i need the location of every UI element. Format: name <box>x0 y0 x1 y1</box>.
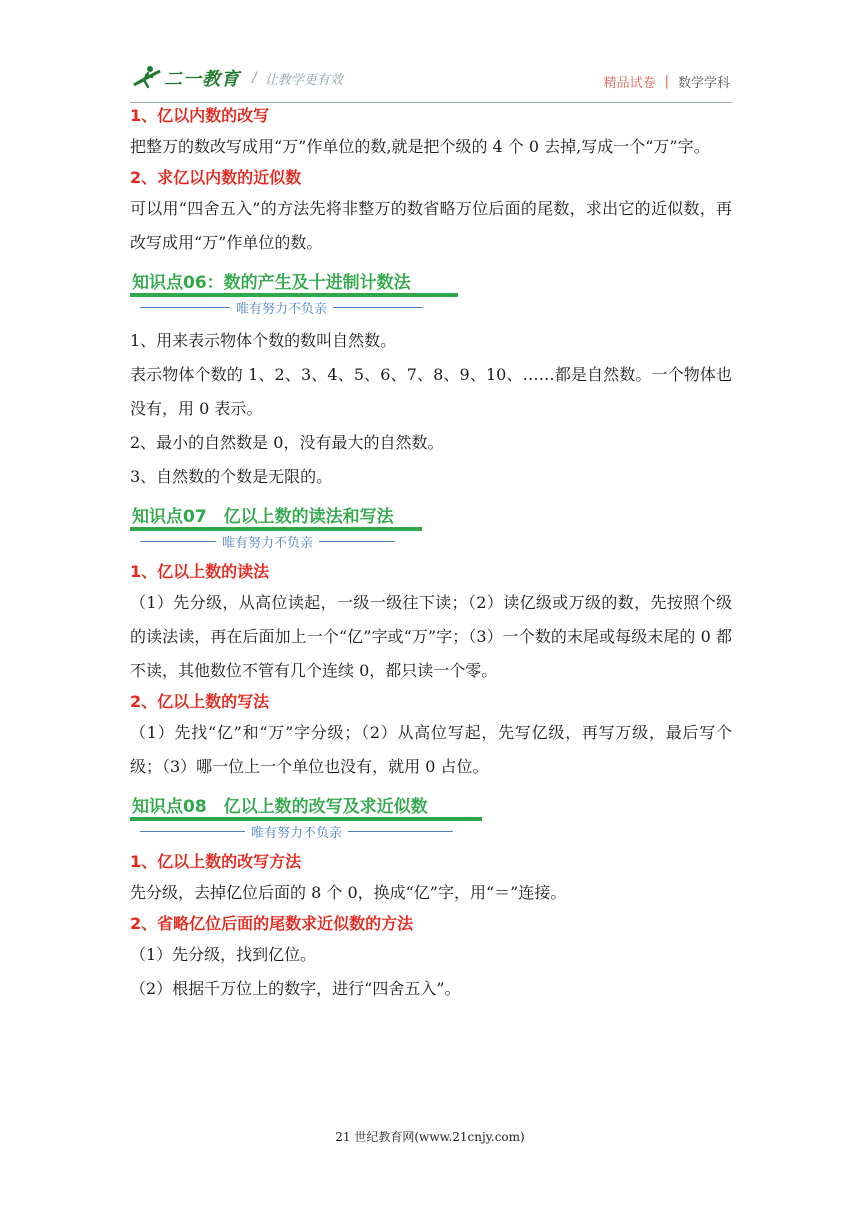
knowledge-banner-08 <box>130 786 732 842</box>
logo-separator: / <box>252 70 257 86</box>
section-heading: 1、亿以上数的改写方法 <box>130 852 302 871</box>
banner-motto <box>140 532 395 551</box>
section-heading: 1、亿以上数的读法 <box>130 562 270 581</box>
banner-underline <box>130 293 458 297</box>
logo <box>132 64 343 92</box>
banner-title: 知识点07 亿以上数的读法和写法 <box>132 507 394 527</box>
motto-text: 唯有努力不负亲 <box>222 536 314 551</box>
header-label-subject: 数学学科 <box>677 76 730 91</box>
paragraph: 2、最小的自然数是 0，没有最大的自然数。 <box>130 433 444 452</box>
section-heading: 2、省略亿位后面的尾数求近似数的方法 <box>130 914 414 933</box>
paragraph: （1）先分级，从高位读起，一级一级往下读；（2）读亿级或万级的数，先按照个级的读法读，再在后面加上一个“亿”字或“万”字；（3）一个数的末尾或每级末尾的 0 都不读，其他数位不管有几个连续 0，都只读一个零。 <box>130 593 732 680</box>
page-header <box>130 60 732 103</box>
motto-text: 唯有努力不负亲 <box>251 826 343 841</box>
section-heading: 1、亿以内数的改写 <box>130 106 270 125</box>
knowledge-banner-07 <box>130 496 732 552</box>
banner-title: 知识点06：数的产生及十进制计数法 <box>132 273 411 293</box>
document-body <box>130 102 732 1006</box>
section-heading: 2、求亿以内数的近似数 <box>130 168 302 187</box>
header-right <box>604 72 730 91</box>
section-heading: 2、亿以上数的写法 <box>130 692 270 711</box>
paragraph: 把整万的数改写成用“万”作单位的数,就是把个级的 4 个 0 去掉,写成一个“万”字。 <box>130 137 710 156</box>
banner-title: 知识点08 亿以上数的改写及求近似数 <box>132 797 428 817</box>
logo-slogan: 让教学更有效 <box>264 72 343 88</box>
paragraph: 3、自然数的个数是无限的。 <box>130 467 333 486</box>
paragraph: 1、用来表示物体个数的数叫自然数。 <box>130 331 397 350</box>
paragraph: 先分级，去掉亿位后面的 8 个 0，换成“亿”字，用“＝”连接。 <box>130 883 567 902</box>
paragraph: 表示物体个数的 1、2、3、4、5、6、7、8、9、10、……都是自然数。一个物体也没有，用 0 表示。 <box>130 365 732 418</box>
paragraph: 可以用“四舍五入”的方法先将非整万的数省略万位后面的尾数，求出它的近似数，再改写成用“万”作单位的数。 <box>130 199 732 252</box>
banner-motto <box>140 822 453 841</box>
runner-icon <box>132 65 162 91</box>
paragraph: （1）先分级，找到亿位。 <box>130 945 317 964</box>
logo-brand: 二一教育 <box>164 69 240 90</box>
paragraph: （2）根据千万位上的数字，进行“四舍五入”。 <box>130 979 461 998</box>
header-label-premium: 精品试卷 <box>603 76 656 91</box>
motto-text: 唯有努力不负亲 <box>236 302 328 317</box>
page-footer: 21 世纪教育网(www.21cnjy.com) <box>335 1130 525 1144</box>
banner-underline <box>130 527 422 531</box>
header-separator: | <box>664 74 669 89</box>
banner-underline <box>130 817 482 821</box>
knowledge-banner-06 <box>130 262 732 318</box>
banner-motto <box>140 298 423 317</box>
paragraph: （1）先找“亿”和“万”字分级；（2）从高位写起，先写亿级，再写万级，最后写个级；（3）哪一位上一个单位也没有，就用 0 占位。 <box>130 723 732 776</box>
